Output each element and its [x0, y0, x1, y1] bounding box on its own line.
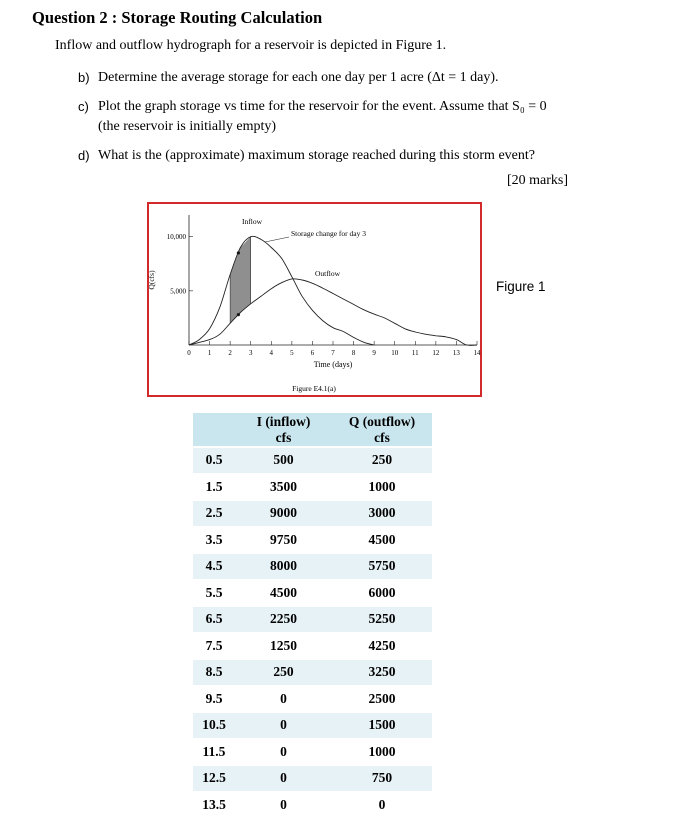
- x-tick-label: 7: [331, 349, 335, 357]
- item-d-text: What is the (approximate) maximum storage reached during this storm event?: [98, 148, 535, 163]
- x-tick-label: 5: [290, 349, 294, 357]
- outflow-cell: 3000: [332, 501, 432, 526]
- table-header-inflow: [235, 413, 332, 446]
- inflow-cell: 0: [235, 713, 332, 738]
- table-row: [193, 660, 432, 685]
- inflow-cell: 1250: [235, 634, 332, 659]
- x-tick-label: 14: [473, 349, 481, 357]
- time-cell: 10.5: [193, 713, 235, 738]
- time-cell: 8.5: [193, 660, 235, 685]
- inflow-cell: 9000: [235, 501, 332, 526]
- time-cell: 4.5: [193, 554, 235, 579]
- table-row: [193, 448, 432, 473]
- inflow-cell: 0: [235, 766, 332, 791]
- x-tick-label: 6: [310, 349, 315, 357]
- x-tick-label: 11: [411, 349, 419, 357]
- figure-caption: Figure E4.1(a): [292, 384, 336, 393]
- item-c-label: c): [78, 99, 89, 114]
- figure-side-label: Figure 1: [496, 279, 546, 294]
- table-row: [193, 501, 432, 526]
- table-row: [193, 475, 432, 500]
- time-cell: 13.5: [193, 793, 235, 818]
- outflow-cell: 6000: [332, 581, 432, 606]
- item-b: [78, 68, 499, 88]
- x-tick-label: 13: [452, 349, 460, 357]
- storage-change-shade: [230, 237, 251, 324]
- marks-label: [20 marks]: [507, 173, 569, 188]
- outflow-label: Outflow: [315, 269, 340, 278]
- y-tick-label: 10,000: [166, 233, 186, 242]
- table-row: [193, 793, 432, 818]
- series-inflow-line: [189, 236, 374, 345]
- time-cell: 2.5: [193, 501, 235, 526]
- table-header-time: [193, 413, 235, 446]
- table-header-outflow: [332, 413, 432, 446]
- x-tick-label: 0: [187, 349, 191, 357]
- time-cell: 0.5: [193, 448, 235, 473]
- x-tick-label: 9: [372, 349, 376, 357]
- time-cell: 12.5: [193, 766, 235, 791]
- table-row: [193, 581, 432, 606]
- outflow-cell: 750: [332, 766, 432, 791]
- flow-table: [193, 411, 432, 819]
- table-header-inflow-unit: cfs: [275, 429, 292, 445]
- time-cell: 11.5: [193, 740, 235, 765]
- outflow-cell: 1500: [332, 713, 432, 738]
- hydrograph-figure: [147, 202, 482, 397]
- x-tick-label: 4: [269, 349, 274, 357]
- item-d-label: d): [78, 148, 90, 163]
- inflow-cell: 0: [235, 687, 332, 712]
- inflow-label: Inflow: [242, 217, 262, 226]
- item-b-label: b): [78, 70, 90, 85]
- table-row: [193, 687, 432, 712]
- outflow-cell: 5250: [332, 607, 432, 632]
- inflow-cell: 250: [235, 660, 332, 685]
- table-row: [193, 713, 432, 738]
- inflow-cell: 500: [235, 448, 332, 473]
- inflow-cell: 2250: [235, 607, 332, 632]
- table-row: [193, 740, 432, 765]
- inflow-cell: 9750: [235, 528, 332, 553]
- hydrograph-chart: [149, 204, 480, 395]
- inflow-cell: 0: [235, 793, 332, 818]
- x-tick-label: 8: [351, 349, 356, 357]
- outflow-cell: 5750: [332, 554, 432, 579]
- x-tick-label: 2: [228, 349, 232, 357]
- time-cell: 1.5: [193, 475, 235, 500]
- x-tick-label: 1: [207, 349, 212, 357]
- y-tick-label: 5,000: [170, 287, 186, 296]
- table-row: [193, 607, 432, 632]
- item-c: [78, 97, 547, 137]
- x-axis-title: Time (days): [313, 360, 353, 369]
- inflow-cell: 0: [235, 740, 332, 765]
- time-cell: 6.5: [193, 607, 235, 632]
- question-title: Question 2 : Storage Routing Calculation: [32, 8, 323, 27]
- outflow-cell: 3250: [332, 660, 432, 685]
- time-cell: 9.5: [193, 687, 235, 712]
- y-axis-title: Q(cfs): [147, 270, 156, 290]
- x-tick-label: 12: [432, 349, 440, 357]
- table-row: [193, 766, 432, 791]
- x-tick-label: 3: [248, 349, 253, 357]
- item-c-text-line1: Plot the graph storage vs time for the reservoir for the event. Assume that S₀ = 0: [98, 99, 547, 114]
- table-row: [193, 634, 432, 659]
- outflow-cell: 4250: [332, 634, 432, 659]
- x-tick-label: 10: [391, 349, 399, 357]
- time-cell: 7.5: [193, 634, 235, 659]
- inflow-cell: 8000: [235, 554, 332, 579]
- annotation-leader: [265, 237, 289, 242]
- table-header-inflow-title: I (inflow): [256, 413, 311, 429]
- outflow-cell: 0: [332, 793, 432, 818]
- time-cell: 5.5: [193, 581, 235, 606]
- storage-change-annotation: Storage change for day 3: [291, 229, 366, 238]
- table-row: [193, 528, 432, 553]
- outflow-cell: 250: [332, 448, 432, 473]
- table-row: [193, 554, 432, 579]
- outflow-cell: 1000: [332, 740, 432, 765]
- inflow-cell: 4500: [235, 581, 332, 606]
- outflow-cell: 1000: [332, 475, 432, 500]
- table-header-outflow-unit: cfs: [374, 429, 390, 445]
- item-d: [78, 146, 535, 166]
- time-cell: 3.5: [193, 528, 235, 553]
- outflow-cell: 2500: [332, 687, 432, 712]
- item-c-text-line2: (the reservoir is initially empty): [98, 119, 277, 134]
- item-b-text: Determine the average storage for each one day per 1 acre (Δt = 1 day).: [98, 70, 499, 85]
- inflow-cell: 3500: [235, 475, 332, 500]
- question-intro: Inflow and outflow hydrograph for a reservoir is depicted in Figure 1.: [55, 38, 447, 53]
- outflow-cell: 4500: [332, 528, 432, 553]
- table-header-outflow-title: Q (outflow): [348, 413, 416, 429]
